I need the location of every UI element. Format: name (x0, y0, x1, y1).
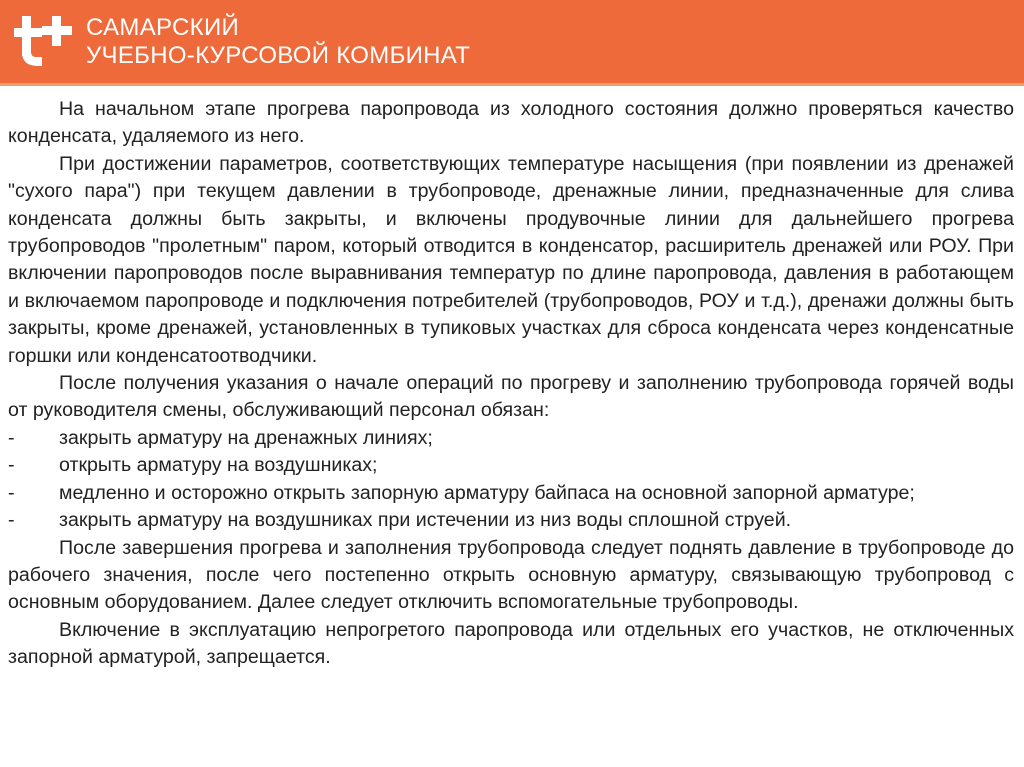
list-item-text: открыть арматуру на воздушниках; (59, 454, 378, 477)
paragraph-5: Включение в эксплуатацию непрогретого паропровода или отдельных его участков, не отключенных запорной арматурой, запрещается. (8, 618, 1014, 669)
list-item (8, 425, 1014, 452)
list-item (8, 507, 1014, 534)
list-marker: - (8, 481, 15, 504)
list-item-text: закрыть арматуру на дренажных линиях; (59, 426, 433, 449)
list-marker: - (8, 454, 15, 477)
brand-line-1: САМАРСКИЙ (86, 14, 240, 41)
list-item-text: медленно и осторожно открыть запорную арматуру байпаса на основной запорной арматуре; (59, 481, 915, 504)
list-item (8, 452, 1014, 479)
list-marker: - (8, 426, 15, 449)
list-item-text: закрыть арматуру на воздушниках при истечении из низ воды сплошной струей. (59, 509, 792, 532)
brand-name (86, 14, 470, 70)
header-banner (0, 0, 1024, 86)
paragraph-2: При достижении параметров, соответствующих температуре насыщения (при появлении из дренажей "сухого пара") при текущем давлении в трубопроводе, дренажные линии, предназначенные для слива конденсата должны быть закрыты, и включены продувочные линии для дальнейшего прогрева трубопроводов "пролетным" паром, который отводится в конденсатор, расширитель дренажей или РОУ. При включении паропроводов после выравнивания температур по длине паропровода, давления в работающем и включаемом паропроводе и подключения потребителей (трубопроводов, РОУ и т.д.), дренажи должны быть закрыты, кроме дренажей, установленных в тупиковых участках для сброса конденсата через конденсатные горшки или конденсатоотводчики. (8, 152, 1014, 367)
paragraph-1: На начальном этапе прогрева паропровода из холодного состояния должно проверяться качество конденсата, удаляемого из него. (8, 98, 1014, 148)
document-body (8, 96, 1014, 672)
list-marker: - (8, 509, 15, 532)
brand-line-2: УЧЕБНО-КУРСОВОЙ КОМБИНАТ (86, 42, 471, 69)
list-item (8, 480, 1014, 507)
paragraph-4: После завершения прогрева и заполнения трубопровода следует поднять давление в трубопроводе до рабочего значения, после чего постепенно открыть основную арматуру, связывающую трубопровод с основным оборудованием. Далее следует отключить вспомогательные трубопроводы. (8, 536, 1014, 614)
paragraph-3: После получения указания о начале операций по прогреву и заполнению трубопровода горячей воды от руководителя смены, обслуживающий персонал обязан: (8, 372, 1014, 422)
t-plus-logo-icon (12, 12, 72, 72)
